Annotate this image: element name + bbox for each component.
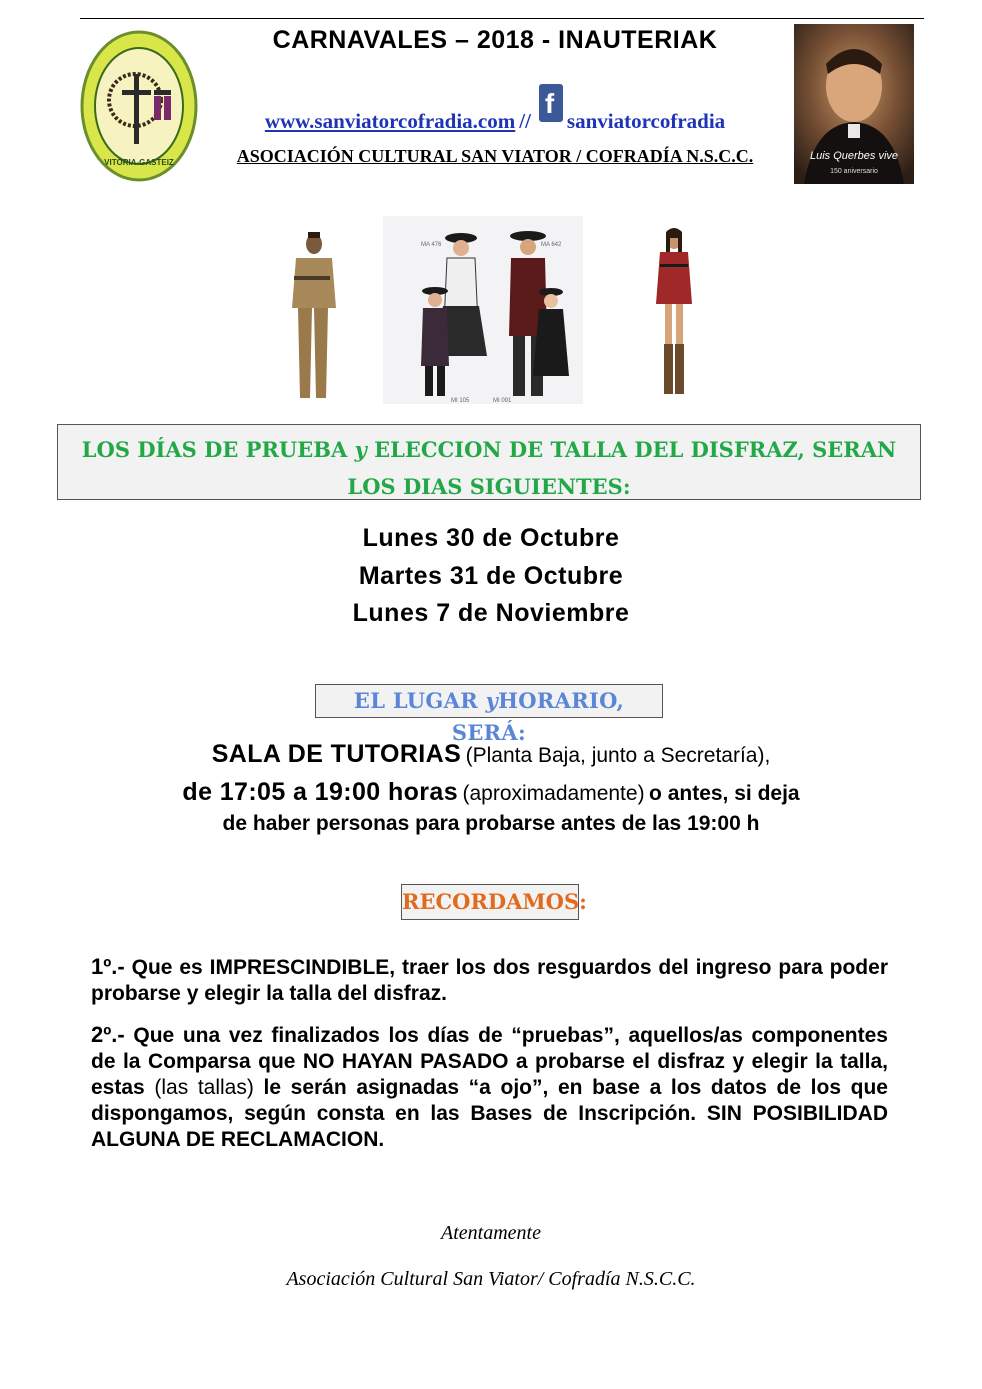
facebook-link[interactable]: sanviatorcofradia — [566, 109, 726, 133]
page-title: CARNAVALES – 2018 - INAUTERIAK — [272, 26, 718, 54]
portrait-subcaption: 150 aniversario — [830, 168, 878, 175]
place-heading-a: EL LUGAR — [353, 688, 478, 713]
logo-bottom-text: VITORIA-GASTEIZ — [104, 158, 174, 167]
reminder-text: Que es IMPRESCINDIBLE, traer los dos resguardos del ingreso para poder probarse y elegir la talla del disfraz. — [91, 956, 888, 1005]
room-name: SALA DE TUTORIAS — [211, 740, 462, 768]
date-item: Lunes 30 de Octubre — [362, 524, 620, 552]
tryout-notice-box — [57, 424, 921, 500]
header-links — [200, 76, 790, 133]
hours-note: (aproximadamente) — [462, 782, 645, 805]
reminder-item-2 — [91, 1022, 888, 1153]
website-link[interactable]: www.sanviatorcofradia.com — [264, 109, 516, 133]
tryout-notice-text — [58, 431, 920, 505]
place-hours-line — [0, 778, 982, 807]
cowboy-family-costumes-image — [383, 216, 583, 404]
tryout-line2: LOS DIAS SIGUIENTES: — [347, 474, 631, 499]
facebook-icon[interactable]: f — [539, 84, 563, 122]
reminder-number: 2º.- — [91, 1022, 125, 1047]
portrait-caption: Luis Querbes vive — [809, 150, 899, 162]
costume-code: MI 105 — [451, 398, 470, 404]
costume-code: MA 476 — [421, 242, 442, 248]
place-heading-y: y — [485, 688, 499, 713]
reminder-text-a: Que una vez finalizados los días de “pruebas”, aquellos/as componentes de la Comparsa que NO HAYAN PASADO a probarse el disfraz y elegir la talla, estas — [91, 1024, 888, 1099]
link-separator: // — [519, 109, 531, 133]
date-item: Martes 31 de Octubre — [358, 562, 624, 590]
hours: de 17:05 a 19:00 horas — [182, 778, 459, 806]
tryout-line1-y: y — [354, 437, 367, 462]
header-rule — [80, 18, 924, 19]
remember-heading: RECORDAMOS: — [401, 884, 579, 920]
tryout-line1-b: ELECCION DE TALLA DEL DISFRAZ, SERAN — [374, 437, 897, 462]
place-room-line — [0, 740, 982, 769]
native-costume-woman-image — [648, 224, 698, 399]
place-heading-b: HORARIO, SERÁ: — [451, 688, 625, 745]
costume-code: MA 642 — [541, 242, 562, 248]
signature-org: Asociación Cultural San Viator/ Cofradía N.S.C.C. — [286, 1268, 696, 1290]
closing: Atentamente — [441, 1222, 541, 1244]
place-line3: de haber personas para probarse antes de las 19:00 h — [222, 812, 760, 835]
reminder-item-1 — [91, 954, 888, 1007]
hours-tail: o antes, si deja — [649, 782, 800, 805]
reminder-paren: (las tallas) — [154, 1076, 254, 1099]
reminder-text-b: le serán asignadas “a ojo”, en base a los datos de los que dispongamos, según consta en las Bases de Inscripción. SIN POSIBILIDAD ALGUNA DE RECLAMACION. — [91, 1076, 888, 1151]
association-name: ASOCIACIÓN CULTURAL SAN VIATOR / COFRADÍA N.S.C.C. — [236, 146, 754, 166]
reminder-number: 1º.- — [91, 954, 125, 979]
place-heading — [315, 684, 663, 745]
costume-code: MI 091 — [493, 398, 512, 404]
room-note: (Planta Baja, junto a Secretaría), — [465, 744, 771, 767]
tryout-line1-a: LOS DÍAS DE PRUEBA — [81, 437, 348, 462]
native-costume-man-image — [284, 228, 340, 403]
date-item: Lunes 7 de Noviembre — [352, 599, 630, 627]
